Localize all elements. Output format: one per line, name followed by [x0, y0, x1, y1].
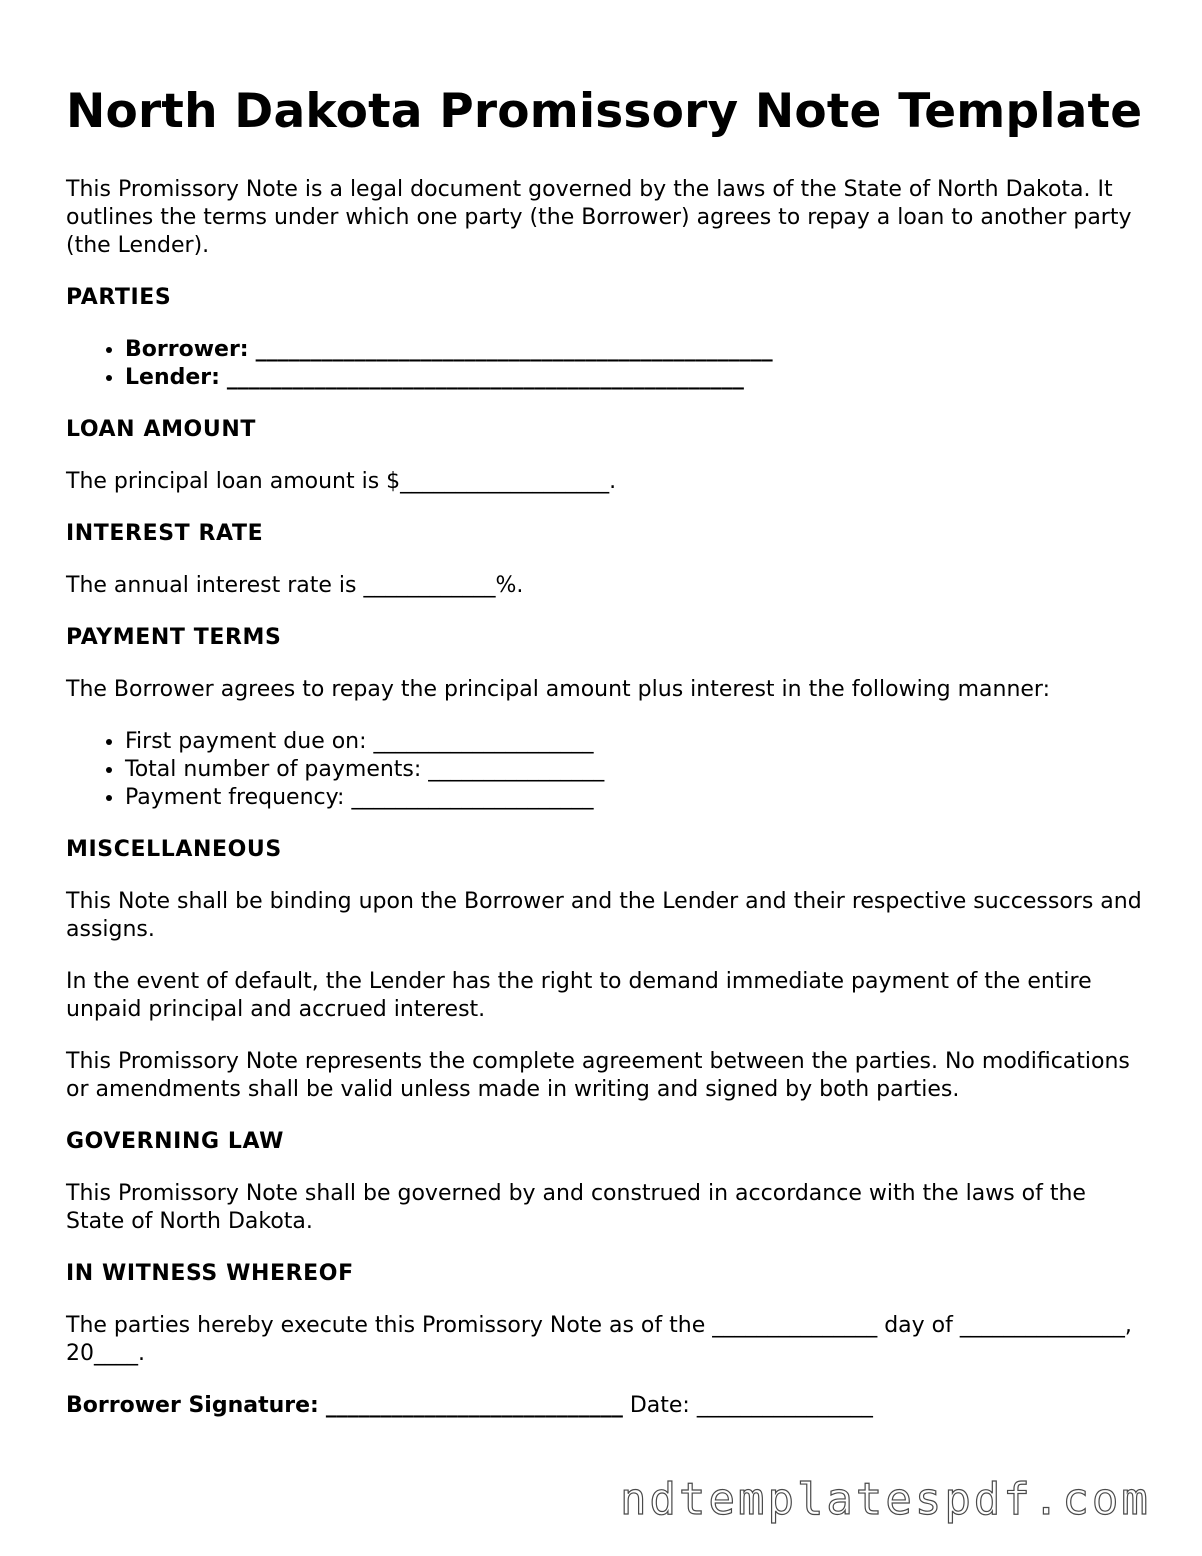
borrower-signature-label: Borrower Signature: [66, 1393, 319, 1418]
watermark-text: ndtemplatespdf.com [620, 1474, 1151, 1525]
borrower-blank: _______________________________________________ [255, 337, 773, 362]
payment-terms-text: The Borrower agrees to repay the principal amount plus interest in the following manner: [66, 677, 1050, 702]
payment-frequency-item: • Payment frequency: ______________________ [125, 784, 1146, 812]
governing-law-text: This Promissory Note shall be governed by and construed in accordance with the laws of the State of North Dakota. [66, 1181, 1086, 1234]
loan-amount-text: The principal loan amount is $___________________. [66, 469, 617, 494]
misc-paragraph-default: In the event of default, the Lender has the right to demand immediate payment of the entire unpaid principal and accrued interest. [66, 969, 1092, 1022]
interest-rate-heading: INTEREST RATE [66, 521, 264, 546]
misc-paragraph-binding: This Note shall be binding upon the Borrower and the Lender and their respective successors and assigns. [66, 889, 1142, 942]
signature-date-blank: ________________ [696, 1393, 873, 1418]
borrower-label: Borrower: [125, 337, 249, 362]
payment-terms-list [66, 728, 1146, 812]
governing-law-heading: GOVERNING LAW [66, 1129, 285, 1154]
page-title: North Dakota Promissory Note Template [66, 84, 1143, 139]
witness-heading: IN WITNESS WHEREOF [66, 1261, 354, 1286]
borrower-item [125, 336, 1146, 364]
witness-text: The parties hereby execute this Promissory Note as of the _______________ day of _______________, 20____. [66, 1313, 1132, 1366]
interest-rate-text: The annual interest rate is ____________%. [66, 573, 524, 598]
signature-date-label: Date: [629, 1393, 690, 1418]
misc-paragraph-agreement: This Promissory Note represents the complete agreement between the parties. No modifications or amendments shall be valid unless made in writing and signed by both parties. [66, 1049, 1130, 1102]
miscellaneous-heading: MISCELLANEOUS [66, 837, 282, 862]
lender-blank: _______________________________________________ [226, 365, 744, 390]
document-page [66, 84, 1146, 1420]
parties-heading: PARTIES [66, 285, 172, 310]
intro-paragraph: This Promissory Note is a legal document governed by the laws of the State of North Dakota. It outlines the terms under which one party (the Borrower) agrees to repay a loan to another party (the Lender). [66, 177, 1132, 258]
borrower-signature-blank: ___________________________ [325, 1393, 623, 1418]
lender-item [125, 364, 1146, 392]
parties-list [66, 336, 1146, 392]
payment-terms-heading: PAYMENT TERMS [66, 625, 282, 650]
lender-label: Lender: [125, 365, 220, 390]
number-of-payments-item: • Total number of payments: ________________ [125, 756, 1146, 784]
first-payment-item: • First payment due on: ____________________ [125, 728, 1146, 756]
loan-amount-heading: LOAN AMOUNT [66, 417, 256, 442]
signature-line [66, 1392, 1146, 1420]
